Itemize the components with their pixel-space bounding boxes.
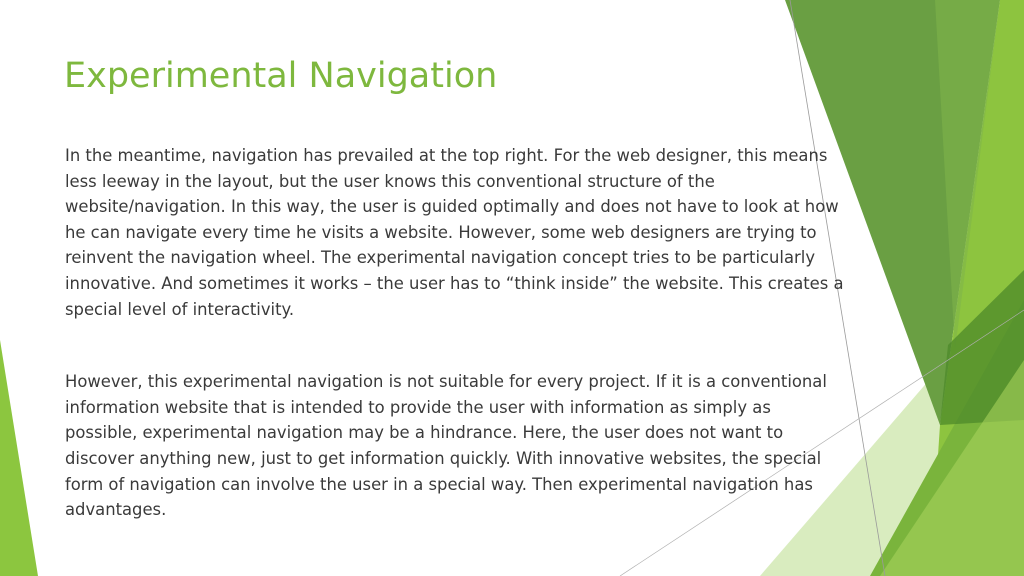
slide-body <box>65 143 845 523</box>
left-green-triangle <box>0 340 38 576</box>
paragraph-2: However, this experimental navigation is not suitable for every project. If it is a conventional information website that is intended to provide the user with information as simply as possible, experimental navigation may be a hindrance. Here, the user does not want to discover anything new, just to get information quickly. With innovative websites, the special form of navigation can involve the user in a special way. Then experimental navigation has advantages. <box>65 372 827 520</box>
slide-title: Experimental Navigation <box>64 56 498 96</box>
paragraph-1: In the meantime, navigation has prevailed at the top right. For the web designer, this means less leeway in the layout, but the user knows this conventional structure of the website/navigation. In this way, the user is guided optimally and does not have to look at how he can navigate every time he visits a website. However, some web designers are trying to reinvent the navigation wheel. The experimental navigation concept tries to be particularly innovative. And sometimes it works – the user has to “think inside” the website. This creates a special level of interactivity. <box>65 146 844 319</box>
